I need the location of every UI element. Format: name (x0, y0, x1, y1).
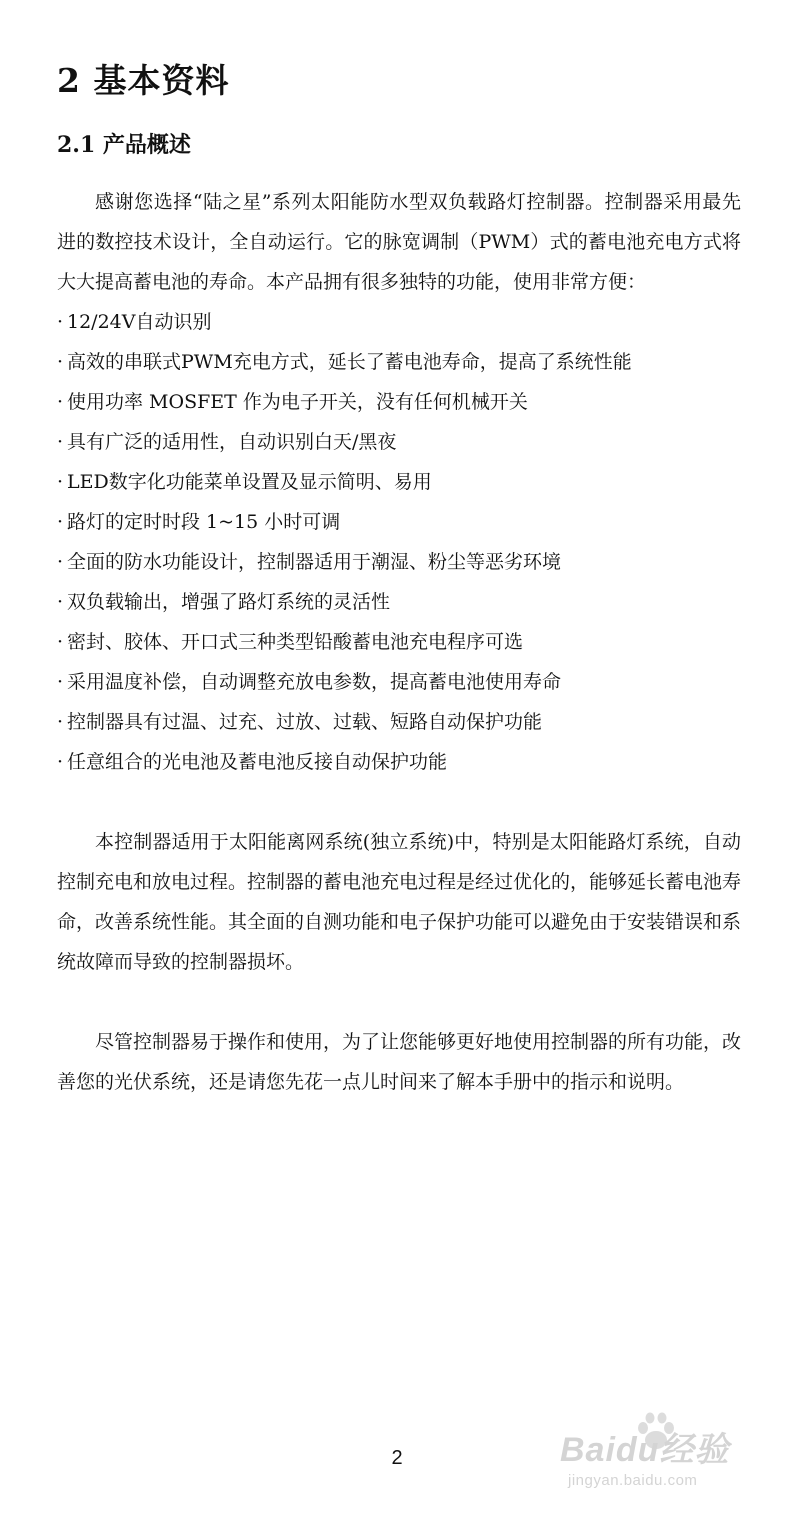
feature-text: 使用功率 MOSFET 作为电子开关，没有任何机械开关 (67, 391, 528, 413)
bullet-marker: · (57, 311, 64, 333)
feature-item (57, 542, 741, 582)
feature-item (57, 382, 741, 422)
feature-text: 任意组合的光电池及蓄电池反接自动保护功能 (67, 751, 448, 773)
feature-item (57, 302, 741, 342)
feature-list (57, 302, 741, 782)
bullet-marker: · (57, 711, 64, 733)
closing-paragraph: 尽管控制器易于操作和使用，为了让您能够更好地使用控制器的所有功能，改善您的光伏系统，还是请您先花一点儿时间来了解本手册中的指示和说明。 (57, 1031, 742, 1093)
feature-text: LED数字化功能菜单设置及显示简明、易用 (67, 471, 432, 493)
feature-text: 具有广泛的适用性，自动识别白天/黑夜 (67, 431, 397, 453)
intro-paragraph: 感谢您选择“陆之星”系列太阳能防水型双负载路灯控制器。控制器采用最先进的数控技术设计，全自动运行。它的脉宽调制（PWM）式的蓄电池充电方式将大大提高蓄电池的寿命。本产品拥有很多独特的功能，使用非常方便： (57, 191, 741, 293)
feature-text: 双负载输出，增强了路灯系统的灵活性 (67, 591, 391, 613)
baidu-watermark (560, 1412, 760, 1512)
watermark-url: jingyan.baidu.com (568, 1472, 698, 1489)
feature-item (57, 342, 741, 382)
feature-item (57, 582, 741, 622)
bullet-marker: · (57, 551, 64, 573)
bullet-marker: · (57, 751, 64, 773)
feature-item (57, 702, 741, 742)
chapter-title: 2 基本资料 (57, 61, 230, 100)
bullet-marker: · (57, 591, 64, 613)
document-page (57, 50, 741, 1102)
bullet-marker: · (57, 431, 64, 453)
watermark-logo-text: Baidu经验 (560, 1431, 730, 1469)
feature-item (57, 422, 741, 462)
feature-item (57, 662, 741, 702)
feature-item (57, 742, 741, 782)
feature-text: 路灯的定时时段 1~15 小时可调 (67, 511, 341, 533)
feature-item (57, 502, 741, 542)
bullet-marker: · (57, 671, 64, 693)
section-title: 2.1 产品概述 (57, 132, 191, 158)
feature-text: 高效的串联式PWM充电方式，延长了蓄电池寿命，提高了系统性能 (67, 351, 632, 373)
bullet-marker: · (57, 631, 64, 653)
bullet-marker: · (57, 511, 64, 533)
feature-text: 密封、胶体、开口式三种类型铅酸蓄电池充电程序可选 (67, 631, 524, 653)
feature-text: 12/24V自动识别 (67, 311, 212, 333)
page-number: 2 (391, 1447, 403, 1469)
feature-text: 全面的防水功能设计，控制器适用于潮湿、粉尘等恶劣环境 (67, 551, 562, 573)
feature-item (57, 622, 741, 662)
bullet-marker: · (57, 391, 64, 413)
application-paragraph: 本控制器适用于太阳能离网系统(独立系统)中，特别是太阳能路灯系统，自动控制充电和放电过程。控制器的蓄电池充电过程是经过优化的，能够延长蓄电池寿命，改善系统性能。其全面的自测功能和电子保护功能可以避免由于安装错误和系统故障而导致的控制器损坏。 (57, 831, 742, 973)
bullet-marker: · (57, 351, 64, 373)
feature-text: 采用温度补偿，自动调整充放电参数，提高蓄电池使用寿命 (67, 671, 562, 693)
feature-text: 控制器具有过温、过充、过放、过载、短路自动保护功能 (67, 711, 543, 733)
feature-item (57, 462, 741, 502)
bullet-marker: · (57, 471, 64, 493)
